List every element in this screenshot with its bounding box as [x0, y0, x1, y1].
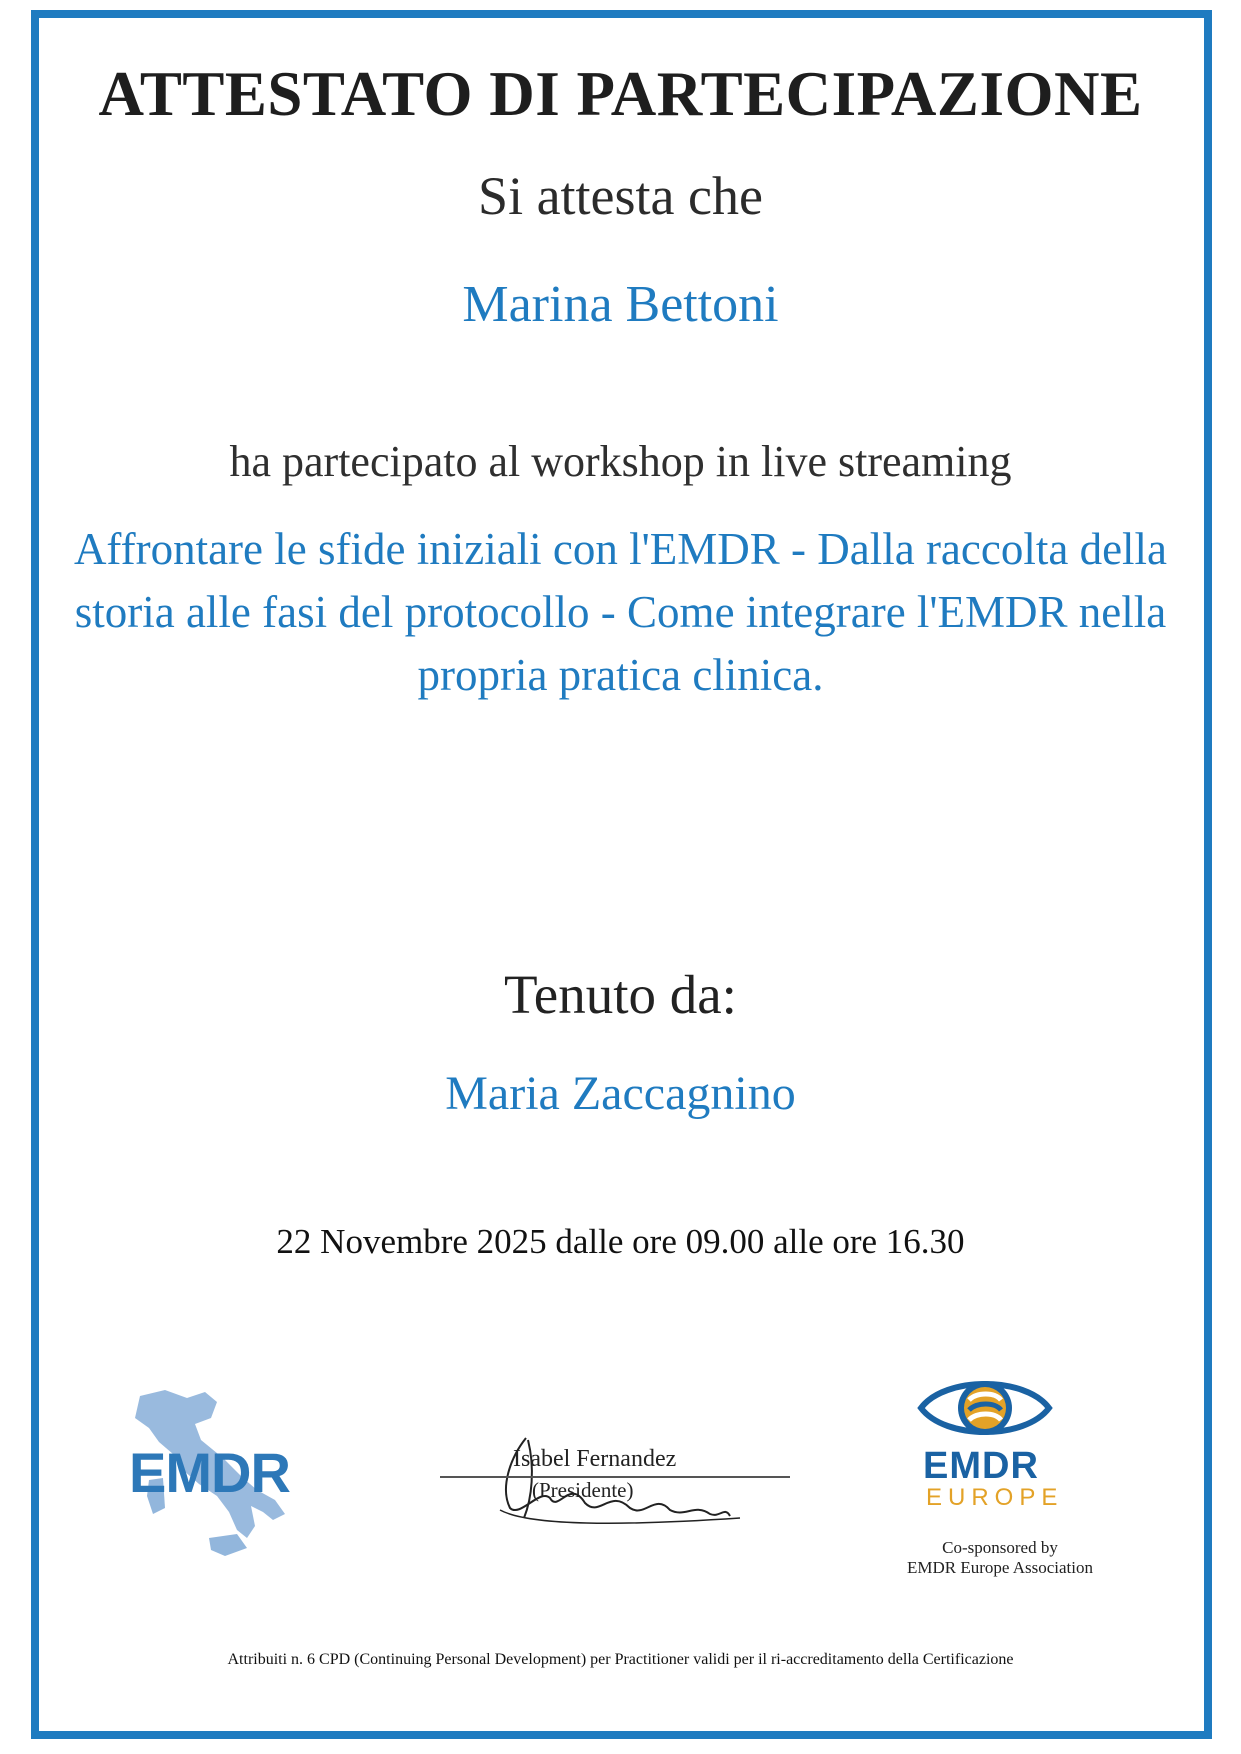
certificate-title: ATTESTATO DI PARTECIPAZIONE — [98, 59, 1143, 129]
eye-logo-icon — [915, 1370, 1055, 1445]
emdr-italy-logo — [125, 1388, 315, 1568]
date-time: 22 Novembre 2025 dalle ore 09.00 alle ore 16.30 — [276, 1222, 965, 1261]
left-logo-text: EMDR — [129, 1441, 290, 1504]
signatory-role: (Presidente) — [532, 1478, 634, 1502]
cosponsor-line-2: EMDR Europe Association — [906, 1558, 1094, 1577]
footer-note: Attribuiti n. 6 CPD (Continuing Personal Development) per Practitioner validi per il ri-accreditamento della Certificazione — [227, 1651, 1014, 1668]
participant-name: Marina Bettoni — [462, 276, 779, 333]
right-logo-text: EMDR — [923, 1445, 1039, 1487]
speaker-name: Maria Zaccagnino — [445, 1067, 796, 1120]
cosponsor-line-1: Co-sponsored by — [942, 1538, 1058, 1557]
intro-text: Si attesta che — [478, 166, 763, 226]
participation-text: ha partecipato al workshop in live streaming — [229, 437, 1012, 486]
signature-block — [440, 1418, 790, 1548]
right-logo-subtext: EUROPE — [926, 1484, 1064, 1511]
workshop-title: Affrontare le sfide iniziali con l'EMDR - Dalla raccolta della storia alle fasi del protocollo - Come integrare l'EMDR nella propria pratica clinica. — [73, 524, 1168, 700]
signatory-name: Isabel Fernandez — [513, 1446, 677, 1472]
emdr-europe-logo — [890, 1370, 1110, 1580]
held-by-label: Tenuto da: — [504, 964, 737, 1025]
